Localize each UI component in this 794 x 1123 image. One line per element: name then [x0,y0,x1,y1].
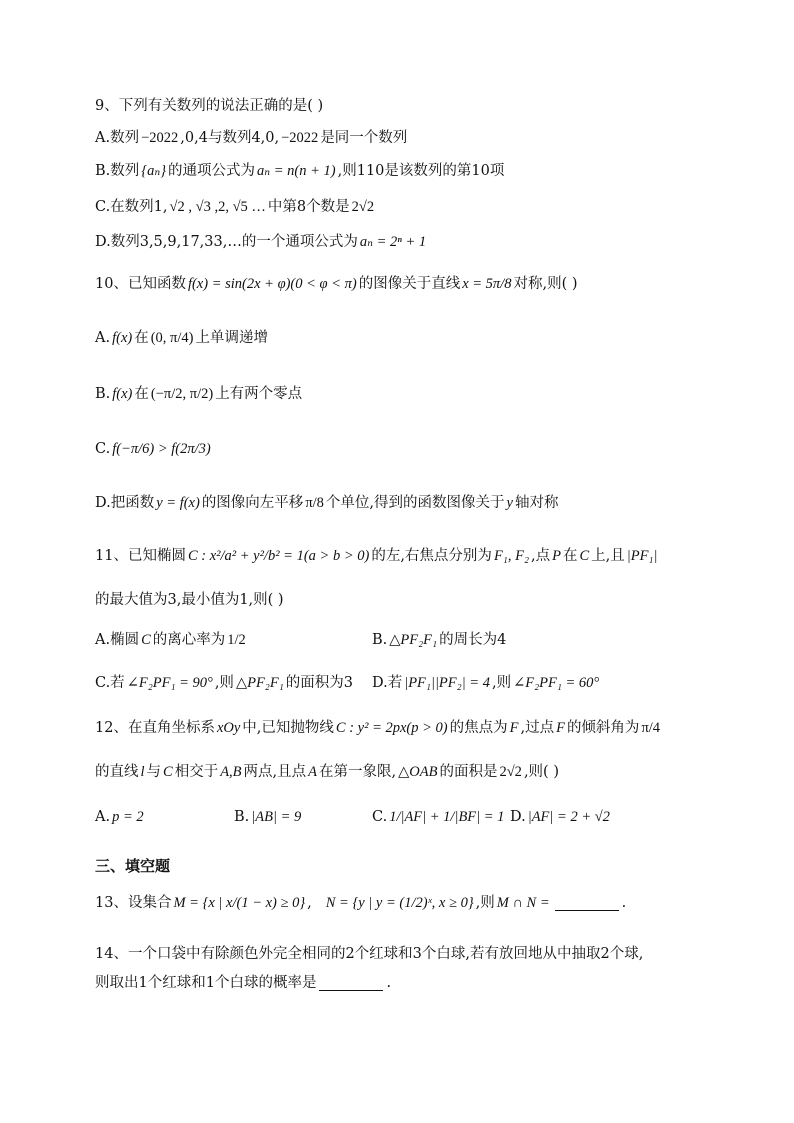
q11-stem-line2: 的最大值为3,最小值为1,则( ) [95,592,284,608]
q12-stem-line2: 的直线 l 与 C 相交于 A,B 两点,且点 A 在第一象限, △OAB 的面积是 2√2 ,则( ) [95,764,559,780]
q9-option-c: C.在数列1, √2 , √3 ,2, √5 … 中第8个数是 2√2 [95,199,375,215]
q13-stem: 13、设集合 M = {x | x/(1 − x) ≥ 0} , N = {y | y = (1/2)ˣ, x ≥ 0} ,则 M ∩ N = . [95,895,627,911]
q11-option-a: A.椭圆 C 的离心率为 1/2 [95,632,246,648]
q10-option-c: C. f(−π/6) > f(2π/3) [95,441,211,457]
q9-option-d: D.数列3,5,9,17,33,…的一个通项公式为 aₙ = 2ⁿ + 1 [95,234,427,250]
q10-stem: 10、已知函数 f(x) = sin(2x + φ)(0 < φ < π) 的图像关于直线 x = 5π/8 对称,则( ) [95,276,578,292]
q12-stem: 12、在直角坐标系 xOy 中,已知抛物线 C : y² = 2px(p > 0) 的焦点为 F ,过点 F 的倾斜角为 π/4 [95,720,661,736]
q10-option-b: B. f(x) 在 (−π/2, π/2) 上有两个零点 [95,386,303,402]
q10-option-a: A. f(x) 在 (0, π/4) 上单调递增 [95,330,268,346]
q13-answer-blank[interactable] [555,896,619,911]
q10-option-d: D.把函数 y = f(x) 的图像向左平移 π/8 个单位,得到的函数图像关于 y 轴对称 [95,495,559,511]
q12-option-b: B. |AB| = 9 [234,809,302,825]
q9-stem: 9、下列有关数列的说法正确的是( ) [95,98,324,114]
q9-option-b: B.数列 {aₙ} 的通项公式为 aₙ = n(n + 1) ,则110是该数列的第10项 [95,163,505,179]
q11-option-c: C.若 ∠F₂PF₁ = 90° ,则 △PF₂F₁ 的面积为3 [95,675,353,691]
section-heading-fill-in: 三、填空题 [95,857,171,875]
q12-option-a: A. p = 2 [95,809,144,825]
q11-stem: 11、已知椭圆 C : x²/a² + y²/b² = 1(a > b > 0) 的左,右焦点分别为 F₁, F₂ ,点 P 在 C 上,且 |PF₁| [95,548,658,564]
q14-answer-blank[interactable] [319,976,383,991]
q11-option-b: B. △PF₂F₁ 的周长为4 [372,632,507,648]
q9-option-a: A.数列 −2022 ,0,4与数列4,0, −2022 是同一个数列 [95,130,408,146]
q11-option-d: D.若 |PF₁||PF₂| = 4 ,则 ∠F₂PF₁ = 60° [372,675,600,691]
q14-stem-line2: 则取出1个红球和1个白球的概率是 . [95,975,392,991]
q12-option-c: C. 1/|AF| + 1/|BF| = 1 [372,809,505,825]
q12-option-d: D. |AF| = 2 + √2 [510,809,610,825]
q14-stem: 14、一个口袋中有除颜色外完全相同的2个红球和3个白球,若有放回地从中抽取2个球, [95,946,644,962]
